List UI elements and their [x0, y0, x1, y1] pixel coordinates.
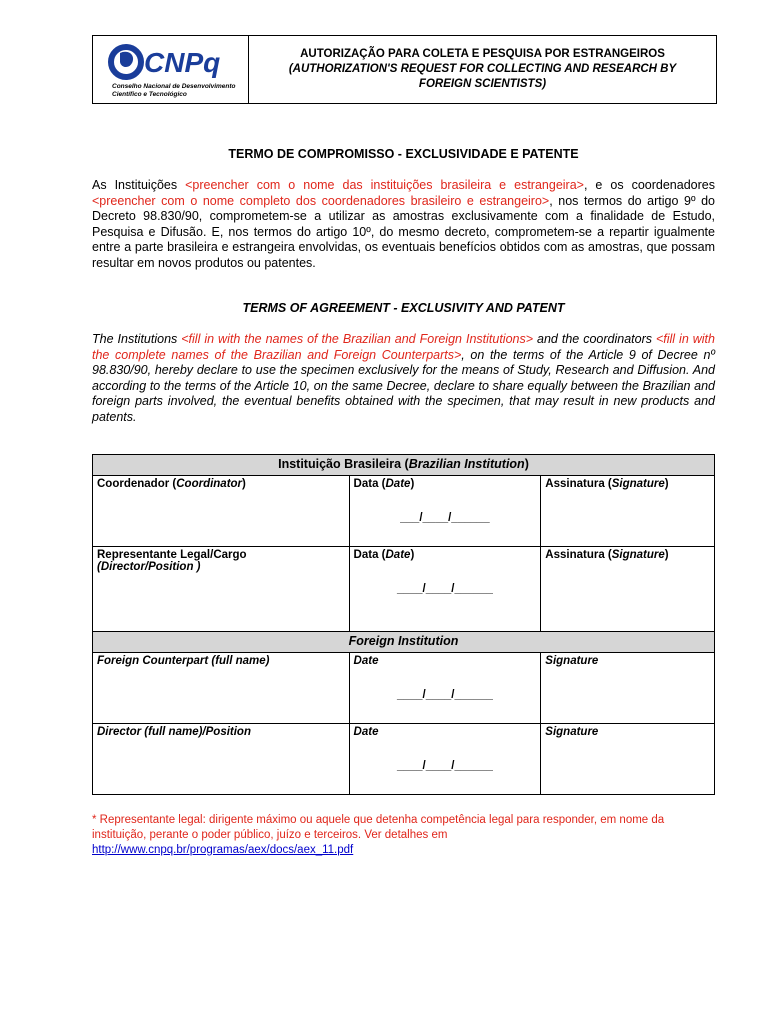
en-text-2: and the coordinators	[533, 332, 656, 346]
date-blank: ____/____/______	[396, 760, 493, 772]
en-paragraph	[92, 332, 715, 425]
en-fill-institutions: <fill in with the names of the Brazilian and Foreign Institutions>	[181, 332, 534, 346]
pt-fill-coordinators: <preencher com o nome completo dos coordenadores brasileiro e estrangeiro>	[92, 193, 550, 208]
en-fill-coordinators: <fill in with the complete names of the Brazilian and Foreign Counterparts>	[92, 332, 715, 362]
coordinator-signature-cell[interactable]	[541, 476, 715, 547]
representative-signature-cell[interactable]	[541, 547, 715, 632]
signature-label: Assinatura (	[545, 478, 612, 490]
foreign-counterpart-cell[interactable]	[93, 653, 350, 724]
date-label-close: )	[410, 549, 415, 561]
signature-label-close: )	[664, 549, 669, 561]
title-english-line1: (AUTHORIZATION'S REQUEST FOR COLLECTING AND RESEARCH BY	[288, 63, 677, 75]
signature-table	[92, 454, 715, 795]
legal-representative-label: Representante Legal/Cargo	[97, 549, 247, 561]
brazilian-institution-band	[93, 455, 715, 476]
coordinator-cell[interactable]	[93, 476, 350, 547]
title-english-line2: FOREIGN SCIENTISTS)	[418, 78, 547, 90]
director-cell[interactable]	[93, 724, 350, 795]
br-band-pt: Instituição Brasileira (	[278, 457, 409, 471]
logo-subtitle-line2: Científico e Tecnológico	[112, 90, 187, 98]
en-heading: TERMS OF AGREEMENT - EXCLUSIVITY AND PATENT	[242, 301, 565, 315]
foreign-counterpart-signature-cell[interactable]	[541, 653, 715, 724]
coordinator-label-en: Coordinator	[176, 478, 243, 490]
date-blank: ____/____/______	[396, 689, 493, 701]
representative-date-cell[interactable]	[349, 547, 541, 632]
logo-wordmark: CNPq	[144, 47, 221, 78]
br-band-close: )	[524, 457, 529, 471]
signature-label-en: Signature	[611, 549, 665, 561]
director-label: Director (full name)/Position	[97, 726, 251, 738]
date-label: Data (	[353, 549, 386, 561]
director-date-cell[interactable]	[349, 724, 541, 795]
logo-subtitle-line1: Conselho Nacional de Desenvolvimento	[112, 83, 236, 90]
signature-label-en: Signature	[611, 478, 665, 490]
cnpq-emblem-icon	[106, 41, 241, 83]
pt-paragraph	[92, 178, 715, 271]
date-label-close: )	[410, 478, 415, 490]
date-label: Date	[353, 726, 379, 738]
coordinator-date-cell[interactable]	[349, 476, 541, 547]
date-blank: ___/____/______	[400, 512, 490, 524]
foreign-institution-band: Foreign Institution	[93, 632, 715, 653]
title-portuguese: AUTORIZAÇÃO PARA COLETA E PESQUISA POR ESTRANGEIROS	[300, 48, 665, 60]
coordinator-label-close: )	[242, 478, 246, 490]
details-link[interactable]: http://www.cnpq.br/programas/aex/docs/aex_11.pdf	[92, 844, 354, 856]
foreign-counterpart-date-cell[interactable]	[349, 653, 541, 724]
en-text-3: , on the terms of the Article 9 of Decree nº 98.830/90, hereby declare to use the specimen exclusively for the means of Study, Research and Diffusion. And according to the terms of the Article 10, on the same Decree, declare to share equally between the Brazilian and foreign parts involved, the eventual benefits obtained with the specimen, that may result in new products and patents.	[92, 347, 715, 424]
date-label-en: Date	[385, 478, 411, 490]
signature-label: Signature	[545, 726, 599, 738]
director-signature-cell[interactable]	[541, 724, 715, 795]
date-label: Data (	[353, 478, 386, 490]
cnpq-logo	[93, 36, 249, 103]
coordinator-label: Coordenador (	[97, 478, 177, 490]
signature-label-close: )	[664, 478, 669, 490]
legal-representative-cell[interactable]	[93, 547, 350, 632]
pt-fill-institutions: <preencher com o nome das instituições brasileira e estrangeira>	[185, 178, 584, 192]
date-label-en: Date	[385, 549, 411, 561]
date-blank: ____/____/______	[396, 583, 493, 595]
br-band-en: Brazilian Institution	[408, 457, 525, 471]
signature-label: Signature	[545, 655, 599, 667]
document-title	[249, 36, 716, 103]
document-header	[92, 35, 717, 104]
footnote-text: * Representante legal: dirigente máximo ou aquele que detenha competência legal para responder, em nome da instituição, perante o poder público, juízo e terceiros. Ver detalhes em	[92, 814, 665, 841]
date-label: Date	[353, 655, 379, 667]
pt-text-2: , e os coordenadores	[583, 178, 715, 192]
logo-subtitle	[112, 83, 236, 98]
legal-representative-label-en: (Director/Position )	[97, 561, 201, 573]
signature-label: Assinatura (	[545, 549, 612, 561]
pt-heading: TERMO DE COMPROMISSO - EXCLUSIVIDADE E PATENTE	[228, 147, 579, 161]
pt-text-1: As Instituições	[92, 178, 186, 192]
pt-text-3: , nos termos do artigo 9º do Decreto 98.830/90, comprometem-se a utilizar as amostras exclusivamente com a finalidade de Estudo, Pesquisa e Difusão. E, nos termos do artigo 10º, do mesmo decreto, comprometem-se a repartir igualmente entre a parte brasileira e estrangeira envolvidas, os eventuais benefícios obtidos com as amostras, que possam resultar em novos produtos ou patentes.	[92, 193, 715, 270]
foreign-counterpart-label: Foreign Counterpart (full name)	[97, 655, 270, 667]
en-text-1: The Institutions	[92, 332, 182, 346]
legal-representative-footnote	[92, 813, 715, 858]
